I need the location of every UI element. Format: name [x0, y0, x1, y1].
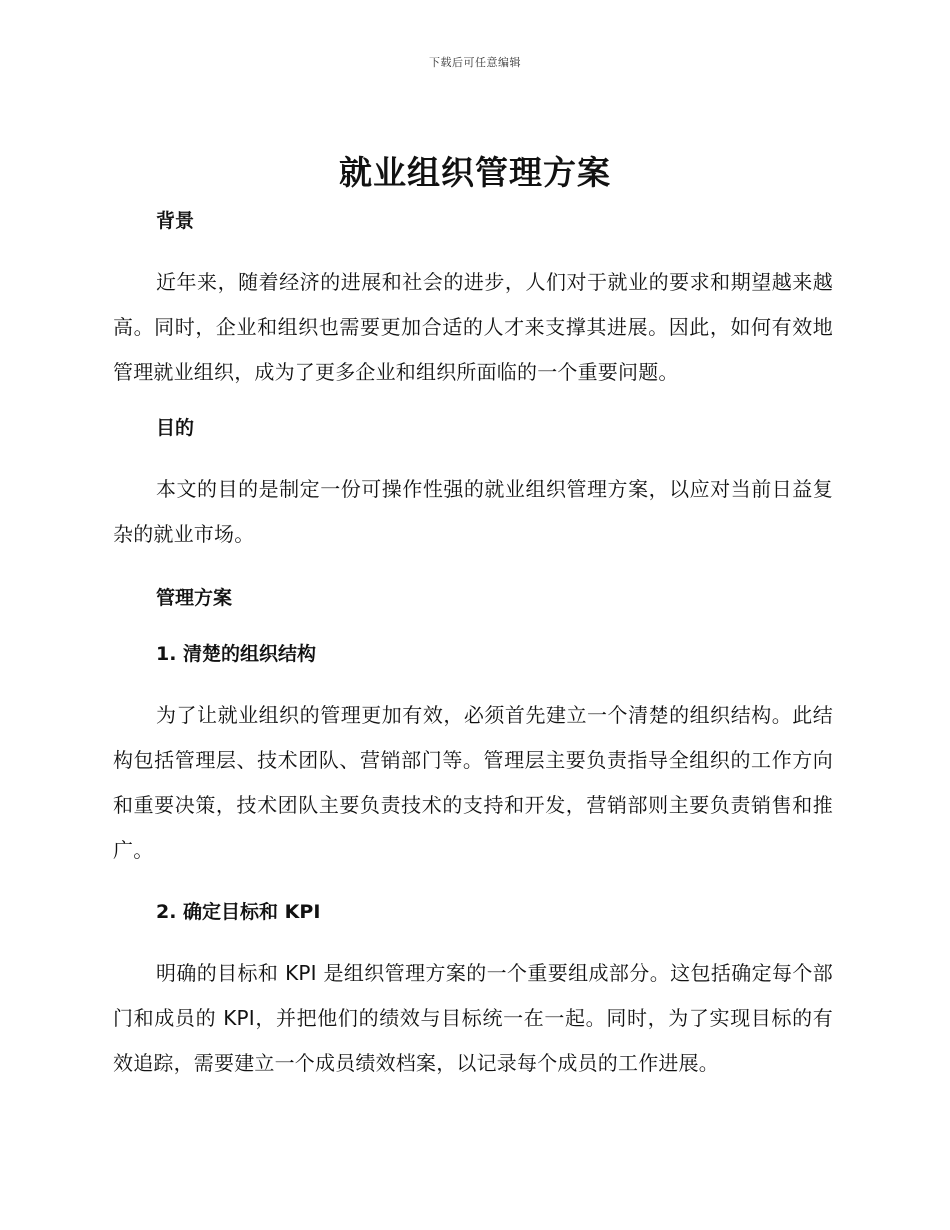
header-note: 下载后可任意编辑: [429, 56, 521, 69]
document-title: 就业组织管理方案: [339, 153, 611, 192]
paragraph-background: 近年来，随着经济的进展和社会的进步，人们对于就业的要求和期望越来越高。同时，企业和组织也需要更加合适的人才来支撑其进展。因此，如何有效地管理就业组织，成为了更多企业和组织所面临的一个重要问题。: [113, 270, 833, 384]
document-body: [113, 202, 833, 1086]
paragraph-goals-kpi: 明确的目标和 KPI 是组织管理方案的一个重要组成部分。这包括确定每个部门和成员的 KPI，并把他们的绩效与目标统一在一起。同时，为了实现目标的有效追踪，需要建立一个成员绩效档案，以记录每个成员的工作进展。: [113, 961, 833, 1075]
section-heading-purpose: 目的: [156, 417, 195, 439]
paragraph-org-structure: 为了让就业组织的管理更加有效，必须首先建立一个清楚的组织结构。此结构包括管理层、技术团队、营销部门等。管理层主要负责指导全组织的工作方向和重要决策，技术团队主要负责技术的支持和开发，营销部则主要负责销售和推广。: [113, 703, 833, 862]
section-heading-background: 背景: [156, 210, 195, 232]
subsection-heading-org-structure: 1. 清楚的组织结构: [156, 643, 317, 665]
subsection-heading-goals-kpi: 2. 确定目标和 KPI: [156, 901, 321, 923]
paragraph-purpose: 本文的目的是制定一份可操作性强的就业组织管理方案，以应对当前日益复杂的就业市场。: [113, 477, 833, 546]
section-heading-plan: 管理方案: [156, 587, 233, 609]
